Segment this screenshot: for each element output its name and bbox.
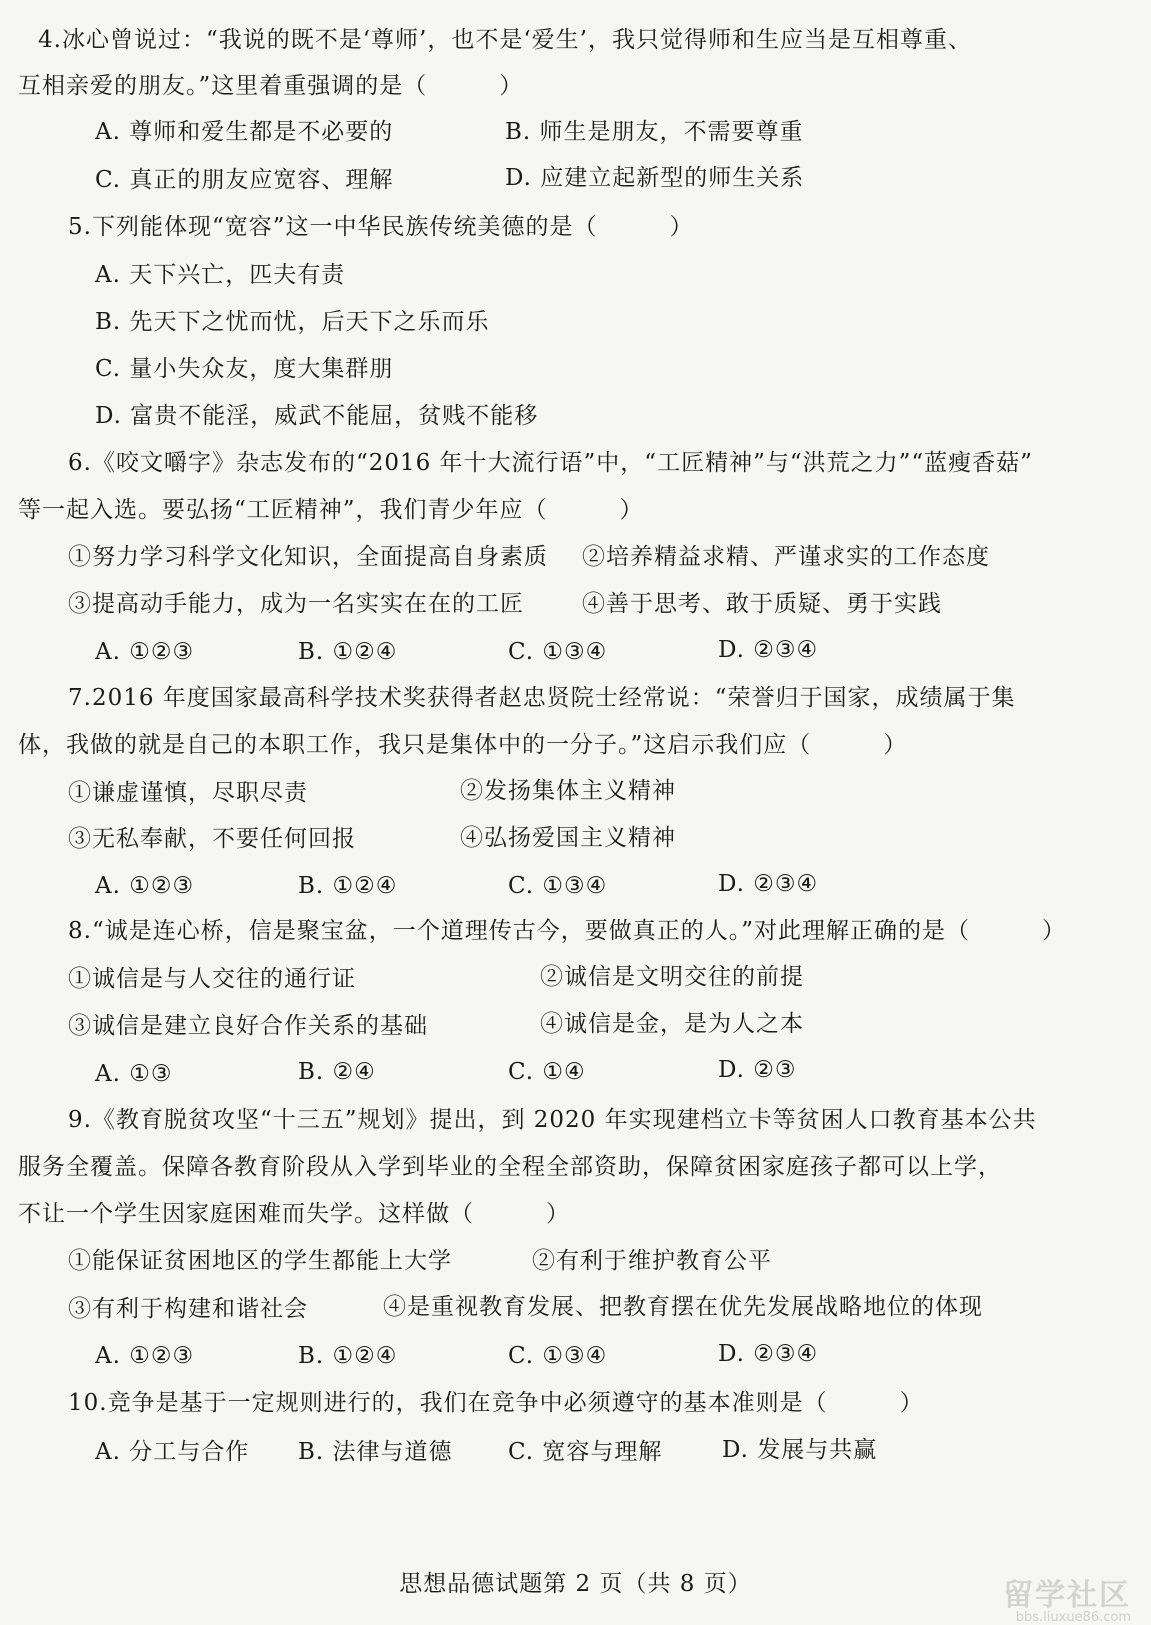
page-footer: 思想品德试题第 2 页（共 8 页） (399, 1571, 752, 1597)
q9-stem-line3: 不让一个学生因家庭困难而失学。这样做（ ） (18, 1201, 570, 1227)
q10-stem: 10.竞争是基于一定规则进行的，我们在竞争中必须遵守的基本准则是（ ） (68, 1390, 924, 1416)
q6-option-d: D. ②③④ (718, 637, 819, 663)
watermark-logo: 留学社区 (1003, 1578, 1131, 1613)
q5-option-a: A. 天下兴亡，匹夫有责 (95, 262, 346, 288)
q4-stem-line1: 4.冰心曾说过：“我说的既不是‘尊师’，也不是‘爱生’，我只觉得师和生应当是互相尊重、 (38, 27, 972, 53)
q9-option-c: C. ①③④ (508, 1343, 608, 1369)
q7-stem-line1: 7.2016 年度国家最高科学技术奖获得者赵忠贤院士经常说：“荣誉归于国家，成绩属于集 (68, 685, 1016, 711)
q6-statement-2: ②培养精益求精、严谨求实的工作态度 (582, 544, 990, 570)
q9-statement-4: ④是重视教育发展、把教育摆在优先发展战略地位的体现 (383, 1294, 983, 1320)
q7-statement-4: ④弘扬爱国主义精神 (460, 825, 676, 851)
q6-stem-line1: 6.《咬文嚼字》杂志发布的“2016 年十大流行语”中，“工匠精神”与“洪荒之力”“蓝瘦香菇” (68, 450, 1033, 476)
q7-option-b: B. ①②④ (298, 873, 398, 899)
q7-stem-line2: 体，我做的就是自己的本职工作，我只是集体中的一分子。”这启示我们应（ ） (18, 732, 908, 758)
q7-statement-2: ②发扬集体主义精神 (460, 778, 676, 804)
q5-option-b: B. 先天下之忧而忧，后天下之乐而乐 (95, 309, 490, 335)
q6-option-a: A. ①②③ (95, 639, 195, 665)
q5-stem: 5.下列能体现“宽容”这一中华民族传统美德的是（ ） (68, 214, 694, 240)
q6-option-b: B. ①②④ (298, 639, 398, 665)
q7-option-c: C. ①③④ (508, 873, 608, 899)
q8-option-b: B. ②④ (298, 1059, 376, 1085)
q9-stem-line1: 9.《教育脱贫攻坚“十三五”规划》提出，到 2020 年实现建档立卡等贫困人口教育基本公共 (68, 1107, 1037, 1133)
q6-statement-3: ③提高动手能力，成为一名实实在在的工匠 (68, 591, 524, 617)
q5-option-c: C. 量小失众友，度大集群朋 (95, 356, 394, 382)
q10-option-d: D. 发展与共赢 (722, 1437, 878, 1463)
q10-option-a: A. 分工与合作 (95, 1439, 250, 1465)
q8-statement-1: ①诚信是与人交往的通行证 (68, 966, 356, 992)
q7-option-a: A. ①②③ (95, 873, 195, 899)
q7-statement-3: ③无私奉献，不要任何回报 (68, 826, 356, 852)
q6-option-c: C. ①③④ (508, 639, 608, 665)
q9-statement-2: ②有利于维护教育公平 (532, 1248, 772, 1274)
q4-option-d: D. 应建立起新型的师生关系 (505, 165, 805, 191)
q4-option-b: B. 师生是朋友，不需要尊重 (505, 119, 804, 145)
q10-option-c: C. 宽容与理解 (508, 1439, 663, 1465)
q8-statement-2: ②诚信是文明交往的前提 (540, 964, 804, 990)
q8-option-c: C. ①④ (508, 1059, 586, 1085)
q9-option-d: D. ②③④ (718, 1341, 819, 1367)
q9-statement-1: ①能保证贫困地区的学生都能上大学 (68, 1248, 452, 1274)
q9-option-a: A. ①②③ (95, 1343, 195, 1369)
q8-option-a: A. ①③ (95, 1061, 173, 1087)
watermark-url: bbs.liuxue86.com (1015, 1610, 1131, 1625)
q8-statement-3: ③诚信是建立良好合作关系的基础 (68, 1013, 428, 1039)
q9-option-b: B. ①②④ (298, 1343, 398, 1369)
q6-statement-4: ④善于思考、敢于质疑、勇于实践 (582, 591, 942, 617)
q10-option-b: B. 法律与道德 (298, 1439, 453, 1465)
q7-option-d: D. ②③④ (718, 871, 819, 897)
q6-statement-1: ①努力学习科学文化知识，全面提高自身素质 (68, 544, 548, 570)
q5-option-d: D. 富贵不能淫，威武不能屈，贫贱不能移 (95, 403, 539, 429)
q4-option-c: C. 真正的朋友应宽容、理解 (95, 167, 394, 193)
q9-statement-3: ③有利于构建和谐社会 (68, 1296, 308, 1322)
watermark (1003, 1570, 1131, 1625)
q8-option-d: D. ②③ (718, 1057, 797, 1083)
q8-statement-4: ④诚信是金，是为人之本 (540, 1011, 804, 1037)
q4-stem-line2: 互相亲爱的朋友。”这里着重强调的是（ ） (18, 73, 524, 99)
q4-option-a: A. 尊师和爱生都是不必要的 (95, 119, 394, 145)
q7-statement-1: ①谦虚谨慎，尽职尽责 (68, 780, 308, 806)
q6-stem-line2: 等一起入选。要弘扬“工匠精神”，我们青少年应（ ） (18, 497, 644, 523)
q9-stem-line2: 服务全覆盖。保障各教育阶段从入学到毕业的全程全部资助，保障贫困家庭孩子都可以上学， (18, 1154, 1002, 1180)
q8-stem: 8.“诚是连心桥，信是聚宝盆，一个道理传古今，要做真正的人。”对此理解正确的是（ ） (68, 918, 1066, 944)
